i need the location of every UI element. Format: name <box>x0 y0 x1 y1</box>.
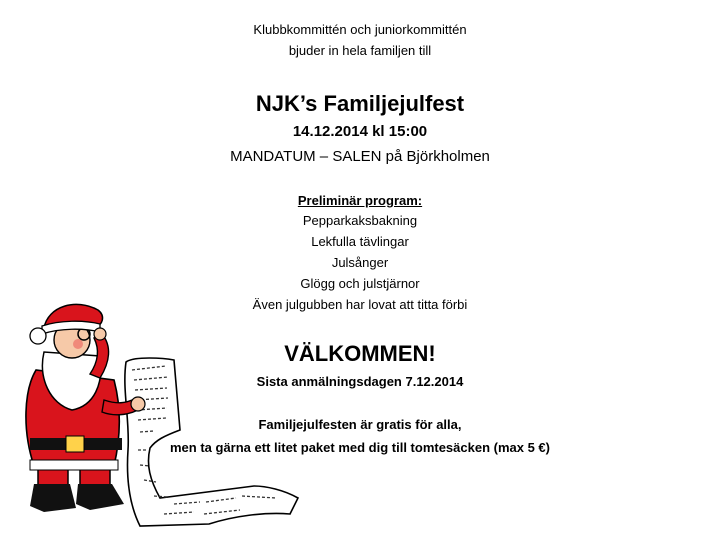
boot-icon <box>76 484 124 510</box>
boot-icon <box>30 484 76 512</box>
event-datetime: 14.12.2014 kl 15:00 <box>292 123 428 140</box>
footer-line-1: Familjejulfesten är gratis för alla, <box>258 417 462 432</box>
program-item: Julsånger <box>331 255 389 270</box>
program-heading: Preliminär program: <box>297 193 423 208</box>
event-venue: MANDATUM – SALEN på Björkholmen <box>230 148 490 165</box>
footer-line-2: men ta gärna ett litet paket med dig till tomtesäcken (max 5 €) <box>170 440 550 455</box>
wish-list-scroll-icon <box>125 358 298 526</box>
santa-claus-illustration <box>14 300 304 530</box>
program-item: Även julgubben har lovat att titta förbi <box>252 297 468 312</box>
program-item: Glögg och julstjärnor <box>300 276 420 291</box>
intro-line-2: bjuder in hela familjen till <box>288 43 432 58</box>
event-title: NJK’s Familjejulfest <box>255 91 465 116</box>
welcome-heading: VÄLKOMMEN! <box>284 341 436 366</box>
program-item: Lekfulla tävlingar <box>311 234 409 249</box>
program-item: Pepparkaksbakning <box>302 213 418 228</box>
registration-deadline: Sista anmälningsdagen 7.12.2014 <box>256 374 464 389</box>
intro-line-1: Klubbkommittén och juniorkommittén <box>253 22 467 37</box>
